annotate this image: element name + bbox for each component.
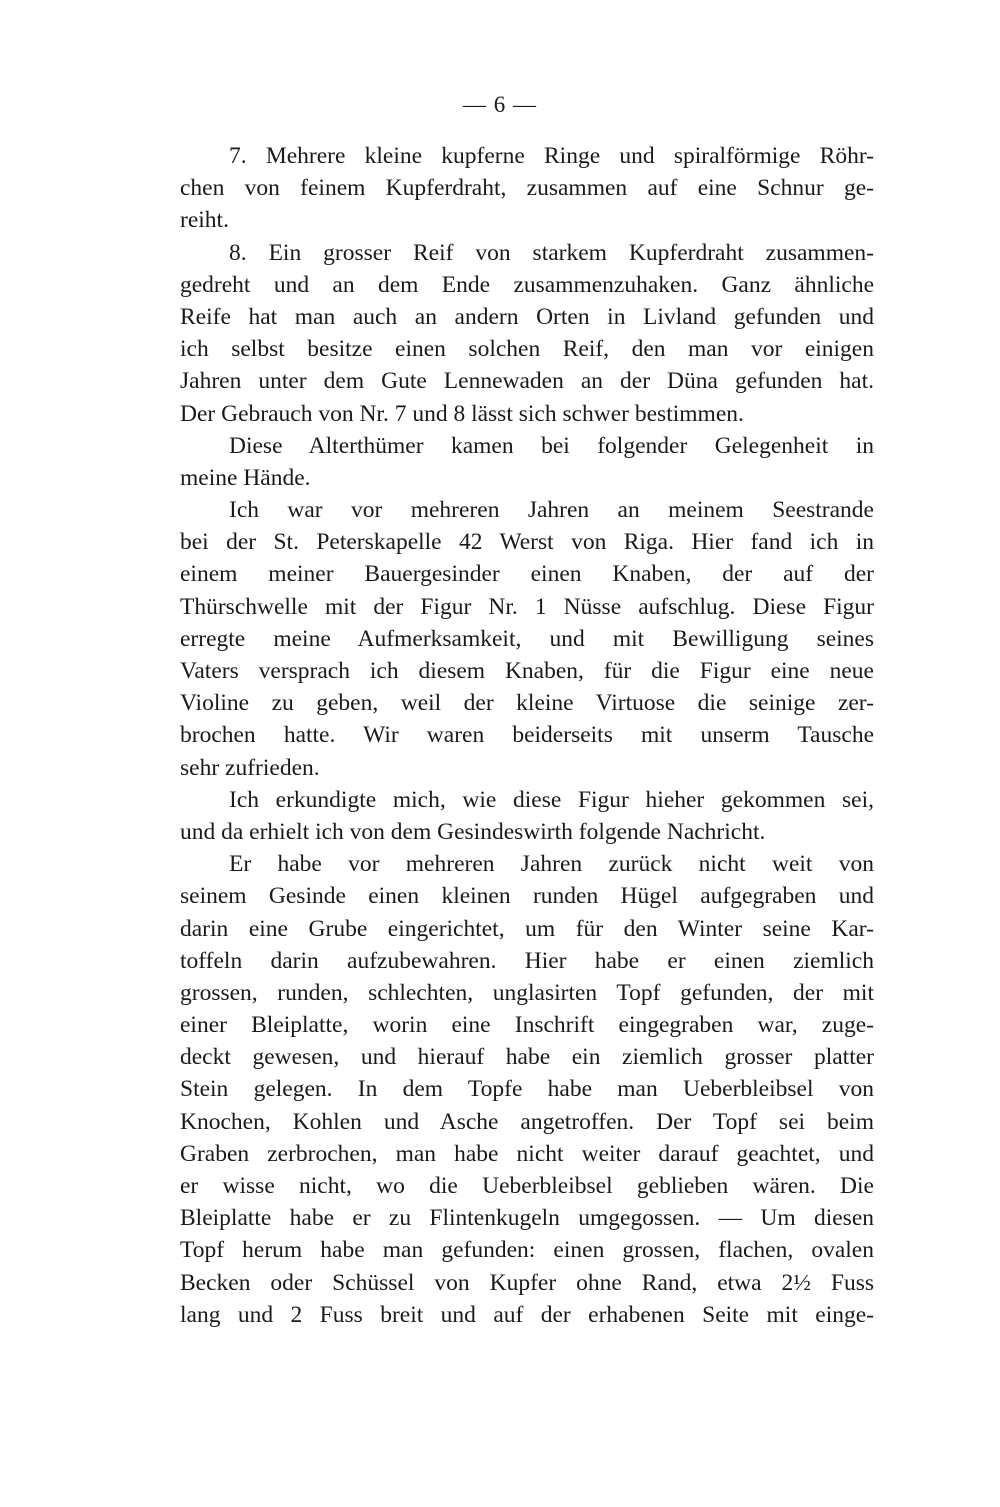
text-line: einer Bleiplatte, worin eine Inschrift eingegraben war, zuge-: [180, 1012, 874, 1039]
text-line: Ich war vor mehreren Jahren an meinem Seestrande: [229, 497, 874, 524]
text-line: Bleiplatte habe er zu Flintenkugeln umgegossen. — Um diesen: [180, 1205, 874, 1232]
text-line: gedreht und an dem Ende zusammenzuhaken. Ganz ähnliche: [180, 271, 874, 298]
page-number: — 6 —: [463, 92, 537, 117]
text-line: Graben zerbrochen, man habe nicht weiter darauf geachtet, und: [180, 1140, 874, 1167]
text-line: Stein gelegen. In dem Topfe habe man Ueberbleibsel von: [180, 1076, 874, 1103]
text-line: chen von feinem Kupferdraht, zusammen auf eine Schnur ge-: [180, 175, 874, 202]
text-line: lang und 2 Fuss breit und auf der erhabenen Seite mit einge-: [180, 1301, 874, 1328]
text-line: 8. Ein grosser Reif von starkem Kupferdraht zusammen-: [229, 239, 874, 266]
text-line: brochen hatte. Wir waren beiderseits mit unserm Tausche: [180, 722, 874, 749]
text-line: grossen, runden, schlechten, unglasirten Topf gefunden, der mit: [180, 979, 874, 1006]
text-line: meine Hände.: [180, 464, 311, 491]
text-line: Knochen, Kohlen und Asche angetroffen. Der Topf sei beim: [180, 1108, 874, 1135]
text-line: bei der St. Peterskapelle 42 Werst von Riga. Hier fand ich in: [180, 529, 874, 556]
text-line: Ich erkundigte mich, wie diese Figur hieher gekommen sei,: [229, 786, 874, 813]
text-line: Diese Alterthümer kamen bei folgender Gelegenheit in: [229, 432, 874, 459]
text-line: Reife hat man auch an andern Orten in Livland gefunden und: [180, 303, 874, 330]
text-line: Thürschwelle mit der Figur Nr. 1 Nüsse aufschlug. Diese Figur: [180, 593, 874, 620]
text-line: ich selbst besitze einen solchen Reif, den man vor einigen: [180, 336, 874, 363]
text-line: Becken oder Schüssel von Kupfer ohne Rand, etwa 2½ Fuss: [180, 1269, 874, 1296]
text-line: Violine zu geben, weil der kleine Virtuose die seinige zer-: [180, 690, 874, 717]
text-line: deckt gewesen, und hierauf habe ein ziemlich grosser platter: [180, 1044, 874, 1071]
text-line: toffeln darin aufzubewahren. Hier habe er einen ziemlich: [180, 947, 874, 974]
text-line: Er habe vor mehreren Jahren zurück nicht weit von: [229, 851, 874, 878]
text-line: einem meiner Bauergesinder einen Knaben, der auf der: [180, 561, 874, 588]
text-line: er wisse nicht, wo die Ueberbleibsel geblieben wären. Die: [180, 1173, 874, 1199]
text-line: Topf herum habe man gefunden: einen grossen, flachen, ovalen: [180, 1237, 874, 1264]
text-line: erregte meine Aufmerksamkeit, und mit Bewilligung seines: [180, 625, 874, 652]
text-line: reiht.: [180, 207, 229, 234]
text-line: seinem Gesinde einen kleinen runden Hügel aufgegraben und: [180, 883, 874, 910]
text-line: Jahren unter dem Gute Lennewaden an der Düna gefunden hat.: [180, 368, 874, 395]
body-text: [180, 140, 874, 1331]
text-line: 7. Mehrere kleine kupferne Ringe und spiralförmige Röhr-: [229, 143, 874, 169]
text-line: Der Gebrauch von Nr. 7 und 8 lässt sich schwer bestimmen.: [180, 400, 744, 427]
text-line: Vaters versprach ich diesem Knaben, für die Figur eine neue: [180, 658, 874, 684]
text-line: darin eine Grube eingerichtet, um für den Winter seine Kar-: [180, 915, 874, 942]
text-line: und da erhielt ich von dem Gesindeswirth folgende Nachricht.: [180, 818, 766, 845]
text-line: sehr zufrieden.: [180, 754, 320, 781]
